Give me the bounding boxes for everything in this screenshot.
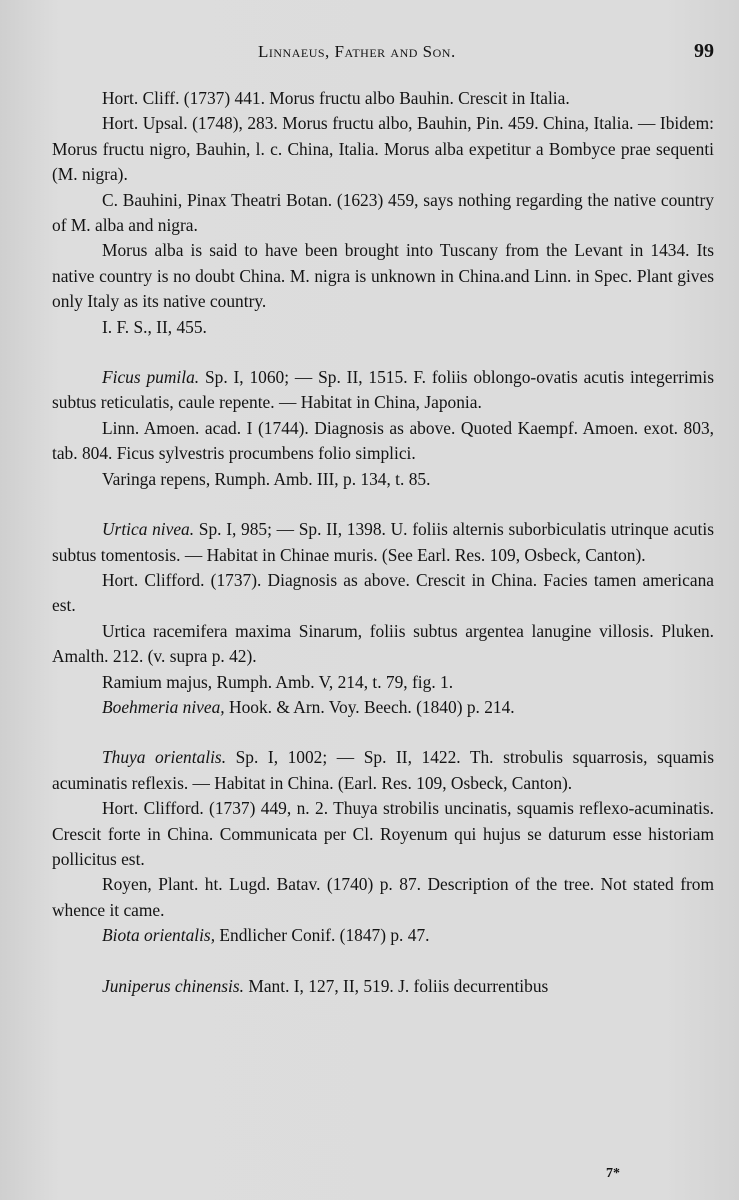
paragraph <box>52 416 714 467</box>
species-name: Thuya orientalis. <box>102 747 227 768</box>
section-gap <box>52 340 714 365</box>
running-head: Linnaeus, Father and Son. <box>258 42 456 61</box>
paragraph-text: Hort. Clifford. (1737) 449, n. 2. Thuya strobilis uncinatis, squamis reflexo-acuminatis. Crescit forte in China. Communicata per Cl. Royenum qui hujus se daturum esse historiam pollicitus est. <box>52 798 714 869</box>
paragraph <box>52 568 714 619</box>
species-name: Boehmeria nivea, <box>102 696 225 717</box>
section-gap <box>52 720 714 745</box>
paragraph-text: Linn. Amoen. acad. I (1744). Diagnosis as above. Quoted Kaempf. Amoen. exot. 803, tab. 804. Ficus sylvestris procumbens folio simplici. <box>52 417 714 464</box>
page-header <box>0 42 739 72</box>
species-name: Ficus pumila. <box>102 367 200 388</box>
page-number: 99 <box>694 40 714 62</box>
paragraph-text: Sp. I, 1060; — Sp. II, 1515. F. foliis oblongo-ovatis acutis integerrimis subtus reticulatis, caule repente. — Habitat in China, Japonia. <box>52 367 714 413</box>
paragraph-text: Royen, Plant. ht. Lugd. Batav. (1740) p. 87. Description of the tree. Not stated from whence it came. <box>52 874 714 920</box>
paragraph <box>52 670 714 695</box>
paragraph <box>52 974 714 999</box>
paragraph <box>52 745 714 796</box>
paragraph <box>52 467 714 492</box>
section-gap <box>52 949 714 974</box>
signature-mark: 7* <box>606 1166 620 1181</box>
paragraph <box>52 796 714 872</box>
paragraph <box>52 517 714 568</box>
paragraph-text: Varinga repens, Rumph. Amb. III, p. 134, t. 85. <box>102 468 431 489</box>
paragraph-text: Hort. Upsal. (1748), 283. Morus fructu albo, Bauhin, Pin. 459. China, Italia. — Ibidem: Morus fructu nigro, Bauhin, l. c. China, Italia. Morus alba expetitur a Bombyce prae sequenti (M. nigra). <box>52 113 714 185</box>
paragraph <box>52 872 714 923</box>
paragraph-text: Sp. I, 1002; — Sp. II, 1422. Th. strobulis squarrosis, squamis acuminatis reflexis. — Habitat in China. (Earl. Res. 109, Osbeck, Canton). <box>52 747 714 793</box>
paragraph-text: Mant. I, 127, II, 519. J. foliis decurrentibus <box>244 975 549 996</box>
paragraph-text: Urtica racemifera maxima Sinarum, foliis subtus argentea lanugine villosis. Pluken. Amalth. 212. (v. supra p. 42). <box>52 620 714 667</box>
paragraph <box>52 695 714 720</box>
paragraph-text: I. F. S., II, 455. <box>102 316 207 337</box>
paragraph <box>52 238 714 314</box>
paragraph <box>52 315 714 340</box>
paragraph-text: Hook. & Arn. Voy. Beech. (1840) p. 214. <box>224 696 515 717</box>
species-name: Juniperus chinensis. <box>102 975 245 996</box>
paragraph <box>52 111 714 187</box>
section-gap <box>52 492 714 517</box>
paragraph-text: Hort. Cliff. (1737) 441. Morus fructu albo Bauhin. Crescit in Italia. <box>102 88 570 108</box>
body-text <box>52 86 714 999</box>
species-name: Urtica nivea. <box>102 519 195 540</box>
paragraph-text: Ramium majus, Rumph. Amb. V, 214, t. 79, fig. 1. <box>102 671 454 692</box>
paragraph-text: Morus alba is said to have been brought into Tuscany from the Levant in 1434. Its native country is no doubt China. M. nigra is unknown in China.and Linn. in Spec. Plant gives only Italy as its native country. <box>52 240 714 312</box>
paragraph-text: Hort. Clifford. (1737). Diagnosis as above. Crescit in China. Facies tamen americana est. <box>52 569 714 616</box>
paragraph-text: Sp. I, 985; — Sp. II, 1398. U. foliis alternis suborbiculatis utrinque acutis subtus tomentosis. — Habitat in Chinae muris. (See Earl. Res. 109, Osbeck, Canton). <box>52 519 714 565</box>
paragraph <box>52 188 714 239</box>
paragraph <box>52 365 714 416</box>
paragraph <box>52 619 714 670</box>
paragraph <box>52 86 714 111</box>
paragraph-text: Endlicher Conif. (1847) p. 47. <box>215 925 430 946</box>
paragraph-text: C. Bauhini, Pinax Theatri Botan. (1623) 459, says nothing regarding the native country of M. alba and nigra. <box>52 189 714 236</box>
paragraph <box>52 923 714 948</box>
species-name: Biota orientalis, <box>102 925 216 946</box>
